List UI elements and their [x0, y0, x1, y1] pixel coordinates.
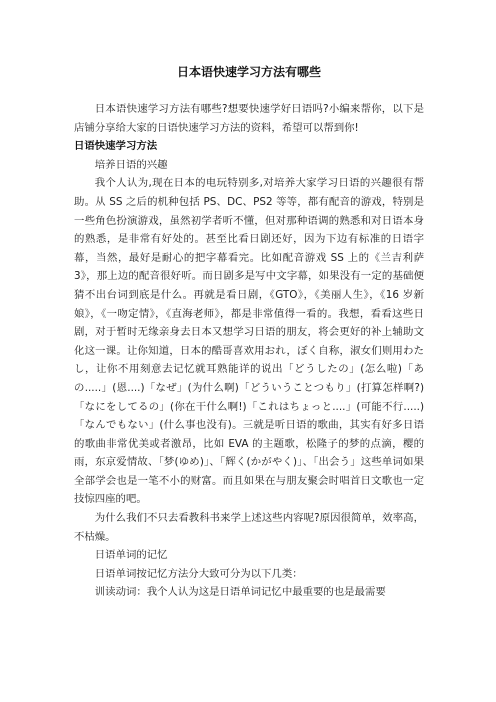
section2-verbs: 训读动词：我个人认为这是日语单词记忆中最重要的也是最需要	[94, 586, 386, 599]
section2-title: 日语单词的记忆	[94, 549, 168, 562]
document-page	[74, 0, 424, 602]
section1-question: 为什么我们不只去看教科书来学上述这些内容呢?原因很简单，效率高，不枯燥。	[74, 512, 424, 543]
intro-paragraph: 日本语快速学习方法有哪些?想要快速学好日语吗?小编来帮你，以下是店铺分享给大家的日语快速学习方法的资料，希望可以帮到你!	[74, 103, 424, 134]
document-title: 日本语快速学习方法有哪些	[176, 65, 321, 79]
section1-body: 我个人认为,现在日本的电玩特别多,对培养大家学习日语的兴趣很有帮助。从 SS 之后的机种包括 PS、DC、PS2 等等，都有配音的游戏，特别是一些角色扮演游戏，虽然初学者听不懂，但对那种语调的熟悉和对日语本身的熟悉，是非常有好处的。甚至比看日剧还好，因为下边有标准的日语字幕，当然，最好是耐心的把字幕看完。比如配音游戏 SS 上的《兰吉利萨 3》，那上边的配音很好听。而日剧多是写中文字幕，如果没有一定的基础便猜不出台词到底是什么。再就是看日剧，《GTO》，《美丽人生》，《16 岁新娘》，《一吻定情》，《直海老师》，都是非常值得一看的。我想，看看这些日剧，对于暂时无缘亲身去日本又想学习日语的朋友，将会更好的补上辅助文化这一课。让你知道，日本的酷哥喜欢用おれ，ぼく自称，淑女们则用わたし，让你不用刻意去记忆就耳熟能详的说出「どうしたの」(怎么啦)「あの.....」(恩....)「なぜ」(为什么啊)「どういうことつもり」(打算怎样啊?)「なにをしてるの」(你在干什么啊!)「これはちょっと....」(可能不行.....)「なんでもない」(什么事也没有)。三就是听日语的歌曲，其实有好多日语的歌曲非常优美或者激昂，比如 EVA 的主题歌，松隆子的梦的点滴，樱的雨，东京爱情故、「梦(ゆめ)」、「辉く(かがやく)」、「出会う」这些单词如果全部学会也是一笔不小的财富。而且如果在与朋友聚会时唱首日文歌也一定技惊四座的吧。	[74, 177, 424, 506]
section2-intro: 日语单词按记忆方法分大致可分为以下几类：	[94, 567, 303, 580]
document-body	[74, 100, 424, 602]
section1-title: 培养日语的兴趣	[94, 158, 168, 171]
section-heading: 日语快速学习方法	[74, 140, 158, 153]
